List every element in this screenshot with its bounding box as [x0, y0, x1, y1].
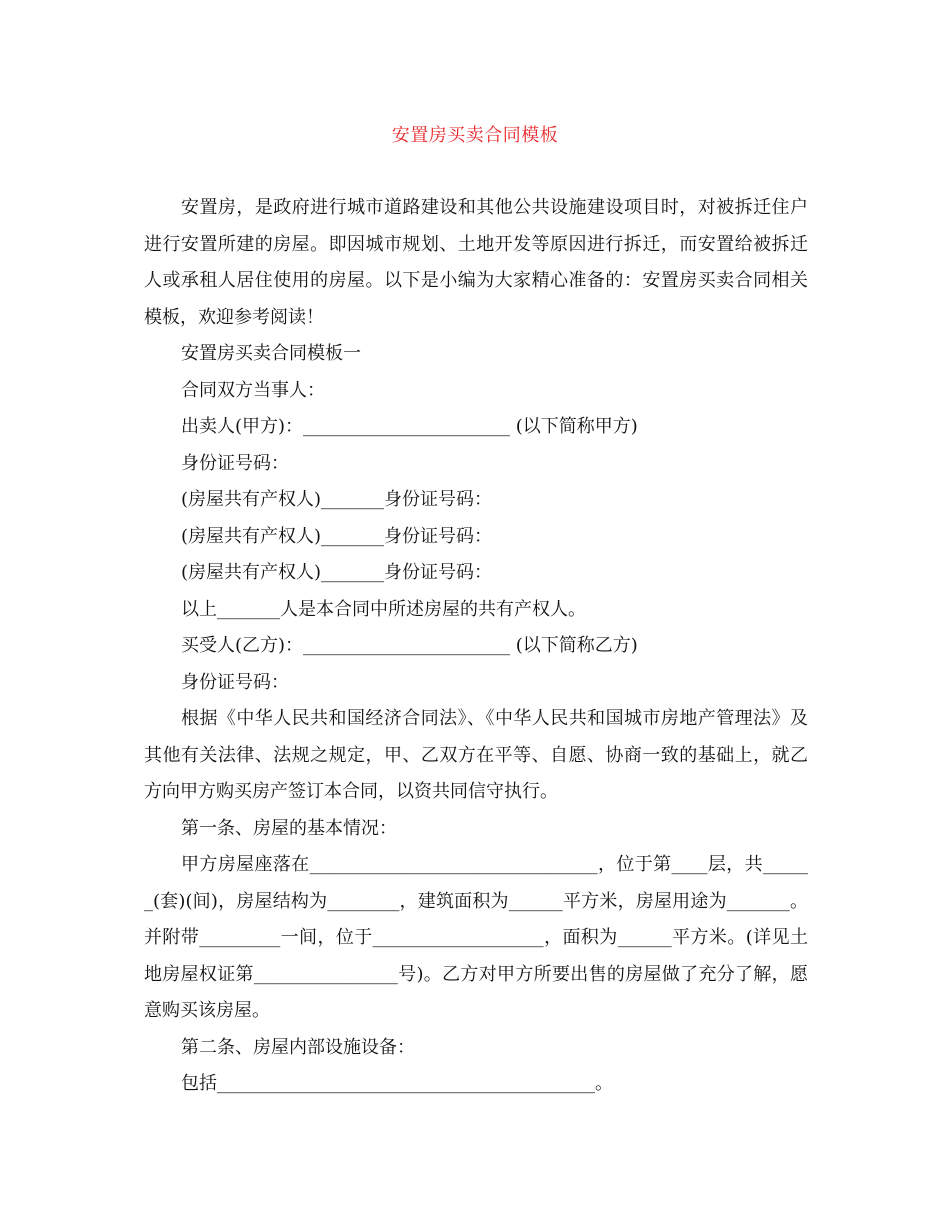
co-owner-line: (房屋共有产权人)_______身份证号码：: [181, 562, 493, 583]
document-title: 安置房买卖合同模板: [391, 125, 559, 146]
section-heading: 安置房买卖合同模板一: [181, 343, 361, 364]
seller-line: 出卖人(甲方)：_______________________ (以下简称甲方): [181, 416, 638, 437]
parties-heading: 合同双方当事人：: [181, 379, 325, 401]
seller-id-line: 身份证号码：: [181, 452, 289, 474]
article-1-heading: 第一条、房屋的基本情况：: [181, 817, 397, 839]
buyer-line: 买受人(乙方)：_______________________ (以下简称乙方): [181, 635, 638, 656]
intro-paragraph: 安置房，是政府进行城市道路建设和其他公共设施建设项目时，对被拆迁住户进行安置所建的房屋。即因城市规划、土地开发等原因进行拆迁，而安置给被拆迁人或承租人居住使用的房屋。以下是小编为大家精心准备的：安置房买卖合同相关模板，欢迎参考阅读！: [144, 197, 808, 328]
article-1-paragraph: 甲方房屋座落在________________________________，位于第____层，共______(套)(间)，房屋结构为________，建筑面积为______平方米，房屋用途为_______。并附带_________一间，位于___________________，面积为______平方米。(详见土地房屋权证第________________号)。乙方对甲方所要出售的房屋做了充分了解，愿意购买该房屋。: [144, 854, 808, 1021]
legal-basis-paragraph: 根据《中华人民共和国经济合同法》、《中华人民共和国城市房地产管理法》及其他有关法律、法规之规定，甲、乙双方在平等、自愿、协商一致的基础上，就乙方向甲方购买房产签订本合同，以资共同信守执行。: [144, 708, 808, 802]
document-body: [144, 190, 808, 1103]
co-owner-line: (房屋共有产权人)_______身份证号码：: [181, 489, 493, 510]
article-2-heading: 第二条、房屋内部设施设备：: [181, 1036, 415, 1058]
co-owner-count-line: 以上_______人是本合同中所述房屋的共有产权人。: [181, 598, 586, 620]
buyer-id-line: 身份证号码：: [181, 671, 289, 693]
co-owner-line: (房屋共有产权人)_______身份证号码：: [181, 525, 493, 547]
article-2-paragraph: 包括__________________________________________。: [181, 1073, 613, 1094]
